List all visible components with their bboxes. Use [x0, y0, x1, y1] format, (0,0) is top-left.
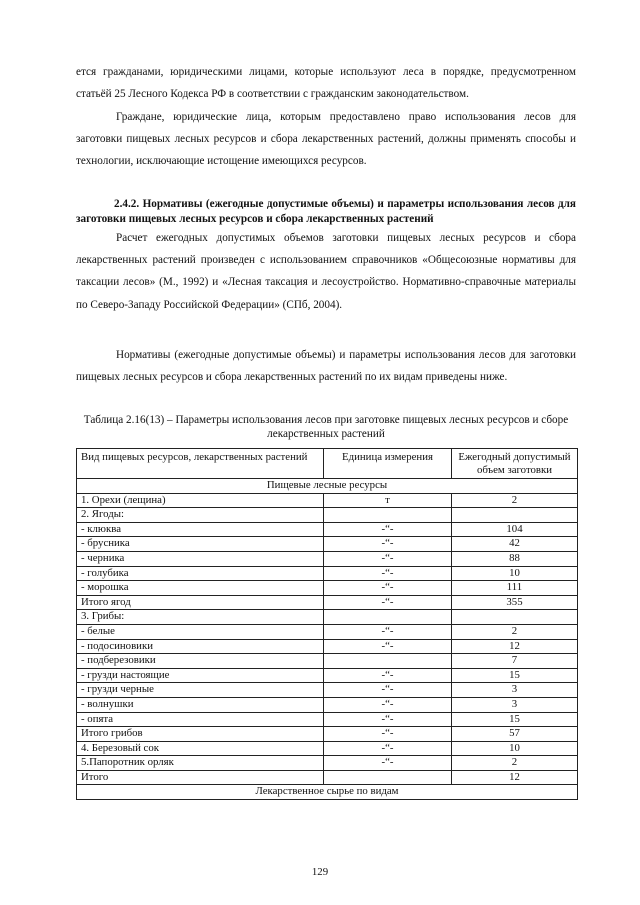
table-header-row: [77, 449, 578, 479]
table-row: [77, 537, 578, 552]
cell-volume: 7: [451, 654, 577, 669]
cell-name: - подосиновики: [77, 639, 324, 654]
cell-unit: -“-: [323, 741, 451, 756]
cell-name: - брусника: [77, 537, 324, 552]
cell-volume: 3: [451, 683, 577, 698]
table-row: [77, 522, 578, 537]
cell-unit: -“-: [323, 683, 451, 698]
section-row-food: [77, 479, 578, 494]
section-heading: 2.4.2. Нормативы (ежегодные допустимые объемы) и параметры использования лесов для заготовки пищевых лесных ресурсов и сбора лекарственных растений: [76, 198, 576, 225]
cell-unit: -“-: [323, 551, 451, 566]
cell-unit: -“-: [323, 668, 451, 683]
cell-volume: 3: [451, 697, 577, 712]
table-row: [77, 610, 578, 625]
cell-unit: -“-: [323, 522, 451, 537]
cell-unit: -“-: [323, 697, 451, 712]
table-row: [77, 508, 578, 523]
table-row: [77, 712, 578, 727]
header-name: Вид пищевых ресурсов, лекарственных растений: [77, 449, 324, 479]
table-row: [77, 566, 578, 581]
table-row: [77, 741, 578, 756]
cell-volume: 2: [451, 493, 577, 508]
cell-volume: 12: [451, 770, 577, 785]
cell-volume: 2: [451, 756, 577, 771]
cell-name: 1. Орехи (лещина): [77, 493, 324, 508]
cell-unit: -“-: [323, 624, 451, 639]
table-row: [77, 697, 578, 712]
section-medicinal-label: Лекарственное сырье по видам: [77, 785, 578, 800]
table-body: [77, 479, 578, 800]
cell-volume: 88: [451, 551, 577, 566]
cell-unit: [323, 508, 451, 523]
cell-volume: [451, 610, 577, 625]
cell-name: 4. Березовый сок: [77, 741, 324, 756]
paragraph-1: ется гражданами, юридическими лицами, которые используют леса в порядке, предусмотренном статьёй 25 Лесного Кодекса РФ в соответствии с гражданским законодательством.: [76, 66, 576, 101]
cell-unit: -“-: [323, 537, 451, 552]
header-volume: Ежегодный допустимый объем заготовки: [451, 449, 577, 479]
table-row: [77, 654, 578, 669]
cell-unit: -“-: [323, 595, 451, 610]
cell-unit: -“-: [323, 581, 451, 596]
cell-name: 2. Ягоды:: [77, 508, 324, 523]
table-row: [77, 727, 578, 742]
cell-unit: -“-: [323, 566, 451, 581]
cell-volume: 12: [451, 639, 577, 654]
page-number: 129: [311, 866, 329, 878]
table-row: [77, 639, 578, 654]
cell-unit: -“-: [323, 639, 451, 654]
table-row: [77, 668, 578, 683]
cell-volume: 2: [451, 624, 577, 639]
cell-unit: -“-: [323, 756, 451, 771]
table-row: [77, 624, 578, 639]
cell-name: - грузди настоящие: [77, 668, 324, 683]
cell-volume: 10: [451, 566, 577, 581]
cell-name: - клюква: [77, 522, 324, 537]
cell-volume: 111: [451, 581, 577, 596]
cell-name: - черника: [77, 551, 324, 566]
cell-name: Итого грибов: [77, 727, 324, 742]
table-row: [77, 581, 578, 596]
cell-name: 5.Папоротник орляк: [77, 756, 324, 771]
cell-unit: -“-: [323, 712, 451, 727]
table-row: [77, 493, 578, 508]
cell-name: - грузди черные: [77, 683, 324, 698]
cell-unit: [323, 610, 451, 625]
cell-volume: 355: [451, 595, 577, 610]
cell-volume: 10: [451, 741, 577, 756]
cell-volume: 57: [451, 727, 577, 742]
cell-name: 3. Грибы:: [77, 610, 324, 625]
cell-volume: 104: [451, 522, 577, 537]
cell-name: - волнушки: [77, 697, 324, 712]
cell-name: - морошка: [77, 581, 324, 596]
section-row-medicinal: [77, 785, 578, 800]
table-row: [77, 683, 578, 698]
cell-unit: -“-: [323, 727, 451, 742]
table-row: [77, 756, 578, 771]
table-row: [77, 770, 578, 785]
paragraph-3: Расчет ежегодных допустимых объемов заготовки пищевых лесных ресурсов и сбора лекарственных растений произведен с использованием справочников «Общесоюзные нормативы для таксации лесов» (М., 1992) и «Лесная таксация и лесоустройство. Нормативно-справочные материалы по Северо-Западу Российской Федерации» (СПб, 2004).: [76, 232, 576, 311]
cell-name: Итого ягод: [77, 595, 324, 610]
cell-unit: т: [323, 493, 451, 508]
table-row: [77, 551, 578, 566]
table-row: [77, 595, 578, 610]
table-caption: Таблица 2.16(13) – Параметры использования лесов при заготовке пищевых лесных ресурсов и сборе лекарственных растений: [83, 414, 569, 440]
header-unit: Единица измерения: [323, 449, 451, 479]
cell-name: - опята: [77, 712, 324, 727]
cell-volume: [451, 508, 577, 523]
cell-unit: [323, 654, 451, 669]
cell-name: - подберезовики: [77, 654, 324, 669]
cell-name: Итого: [77, 770, 324, 785]
cell-volume: 42: [451, 537, 577, 552]
section-food-label: Пищевые лесные ресурсы: [77, 479, 578, 494]
cell-unit: [323, 770, 451, 785]
paragraph-2: Граждане, юридические лица, которым предоставлено право использования лесов для заготовки пищевых лесных ресурсов и сбора лекарственных растений, должны применять способы и технологии, исключающие истощение имеющихся ресурсов.: [76, 111, 576, 168]
cell-volume: 15: [451, 668, 577, 683]
cell-name: - голубика: [77, 566, 324, 581]
cell-name: - белые: [77, 624, 324, 639]
cell-volume: 15: [451, 712, 577, 727]
paragraph-4: Нормативы (ежегодные допустимые объемы) и параметры использования лесов для заготовки пищевых лесных ресурсов и сбора лекарственных растений по их видам приведены ниже.: [76, 349, 576, 384]
resources-table: [76, 448, 578, 800]
